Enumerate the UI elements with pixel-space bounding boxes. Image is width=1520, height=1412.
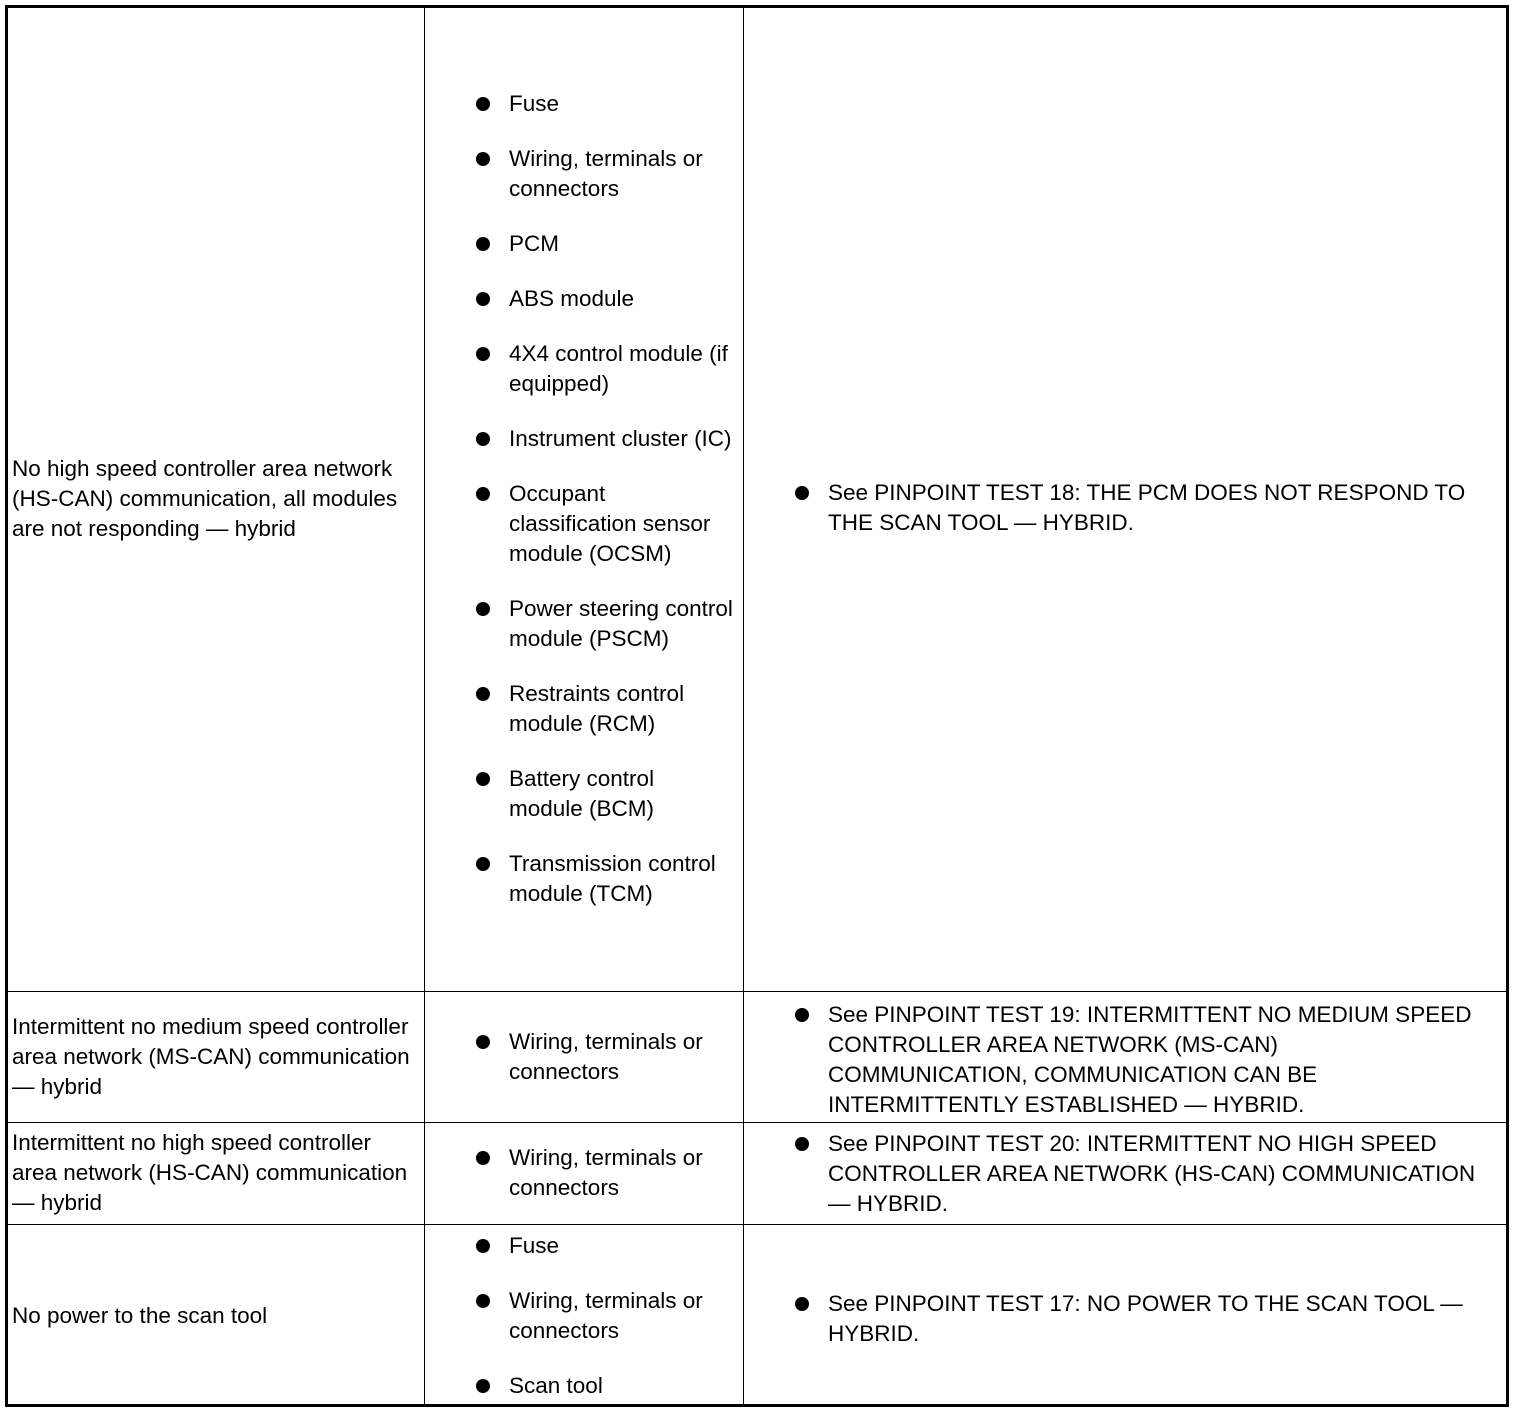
bullet-icon [476,772,490,786]
bullet-icon [476,487,490,501]
possible-sources-list [425,89,743,909]
table-row [8,1224,1506,1407]
bullet-icon [795,1137,809,1151]
possible-sources-list [425,1027,743,1087]
source-text: Power steering control module (PSCM) [509,596,733,652]
bullet-icon [476,347,490,361]
action-cell [744,1224,1507,1407]
list-item [425,764,743,824]
bullet-icon [476,602,490,616]
source-text: Fuse [509,91,560,117]
source-text: Fuse [509,1232,560,1258]
symptom-chart-page [5,5,1509,1407]
action-cell [744,1122,1507,1224]
action-text: See PINPOINT TEST 18: THE PCM DOES NOT RESPOND TO THE SCAN TOOL — HYBRID. [828,479,1466,535]
table-row [8,8,1506,991]
list-item [425,339,743,399]
action-text: See PINPOINT TEST 17: NO POWER TO THE SCAN TOOL — HYBRID. [828,1290,1463,1346]
source-text: Wiring, terminals or connectors [509,1028,703,1084]
bullet-icon [795,1008,809,1022]
condition-cell [8,991,425,1122]
action-cell [744,991,1507,1122]
possible-sources-cell [425,1122,744,1224]
source-text: ABS module [509,286,635,312]
source-text: Restraints control module (RCM) [509,681,685,737]
list-item [425,679,743,739]
source-text: Instrument cluster (IC) [509,426,732,452]
source-text: 4X4 control module (if equipped) [509,341,728,397]
list-item [744,1289,1506,1349]
bullet-icon [476,1294,490,1308]
list-item [744,1000,1506,1120]
possible-sources-list [425,1143,743,1203]
list-item [425,1027,743,1087]
possible-sources-list [425,1231,743,1401]
condition-cell [8,1122,425,1224]
action-list [744,478,1506,538]
list-item [744,478,1506,538]
list-item [425,229,743,259]
source-text: Wiring, terminals or connectors [509,1287,703,1343]
list-item [425,284,743,314]
bullet-icon [476,432,490,446]
action-cell [744,8,1507,991]
list-item [425,594,743,654]
list-item [425,1143,743,1203]
bullet-icon [795,486,809,500]
list-item [425,479,743,569]
list-item [744,1129,1506,1219]
bullet-icon [476,1151,490,1165]
bullet-icon [476,97,490,111]
bullet-icon [476,1035,490,1049]
condition-text: No high speed controller area network (HS-CAN) communication, all modules are not responding — hybrid [12,456,398,542]
bullet-icon [476,237,490,251]
table-row [8,1122,1506,1224]
action-list [744,1000,1506,1120]
bullet-icon [795,1297,809,1311]
action-text: See PINPOINT TEST 20: INTERMITTENT NO HIGH SPEED CONTROLLER AREA NETWORK (HS-CAN) COMMUNICATION — HYBRID. [828,1130,1476,1216]
list-item [425,1371,743,1401]
bullet-icon [476,1379,490,1393]
source-text: Battery control module (BCM) [509,766,655,822]
possible-sources-cell [425,1224,744,1407]
source-text: Transmission control module (TCM) [509,851,716,907]
bullet-icon [476,292,490,306]
source-text: Wiring, terminals or connectors [509,146,703,202]
source-text: Wiring, terminals or connectors [509,1145,703,1200]
condition-text: Intermittent no high speed controller area network (HS-CAN) communication — hybrid [12,1130,408,1215]
list-item [425,1231,743,1261]
bullet-icon [476,857,490,871]
bullet-icon [476,687,490,701]
bullet-icon [476,152,490,166]
possible-sources-cell [425,991,744,1122]
source-text: Scan tool [509,1372,603,1398]
condition-text: Intermittent no medium speed controller area network (MS-CAN) communication — hybrid [12,1013,410,1099]
list-item [425,1286,743,1346]
action-list [744,1289,1506,1349]
condition-cell [8,8,425,991]
symptom-chart-table [8,8,1506,1407]
list-item [425,849,743,909]
bullet-icon [476,1239,490,1253]
possible-sources-cell [425,8,744,991]
action-text: See PINPOINT TEST 19: INTERMITTENT NO MEDIUM SPEED CONTROLLER AREA NETWORK (MS-CAN) COMMUNICATION, COMMUNICATION CAN BE INTERMITTENTLY ESTABLISHED — HYBRID. [828,1001,1472,1117]
action-list [744,1129,1506,1219]
condition-text: No power to the scan tool [12,1302,268,1328]
list-item [425,144,743,204]
list-item [425,89,743,119]
table-row [8,991,1506,1122]
list-item [425,424,743,454]
source-text: PCM [509,231,559,257]
source-text: Occupant classification sensor module (OCSM) [509,481,711,567]
condition-cell [8,1224,425,1407]
